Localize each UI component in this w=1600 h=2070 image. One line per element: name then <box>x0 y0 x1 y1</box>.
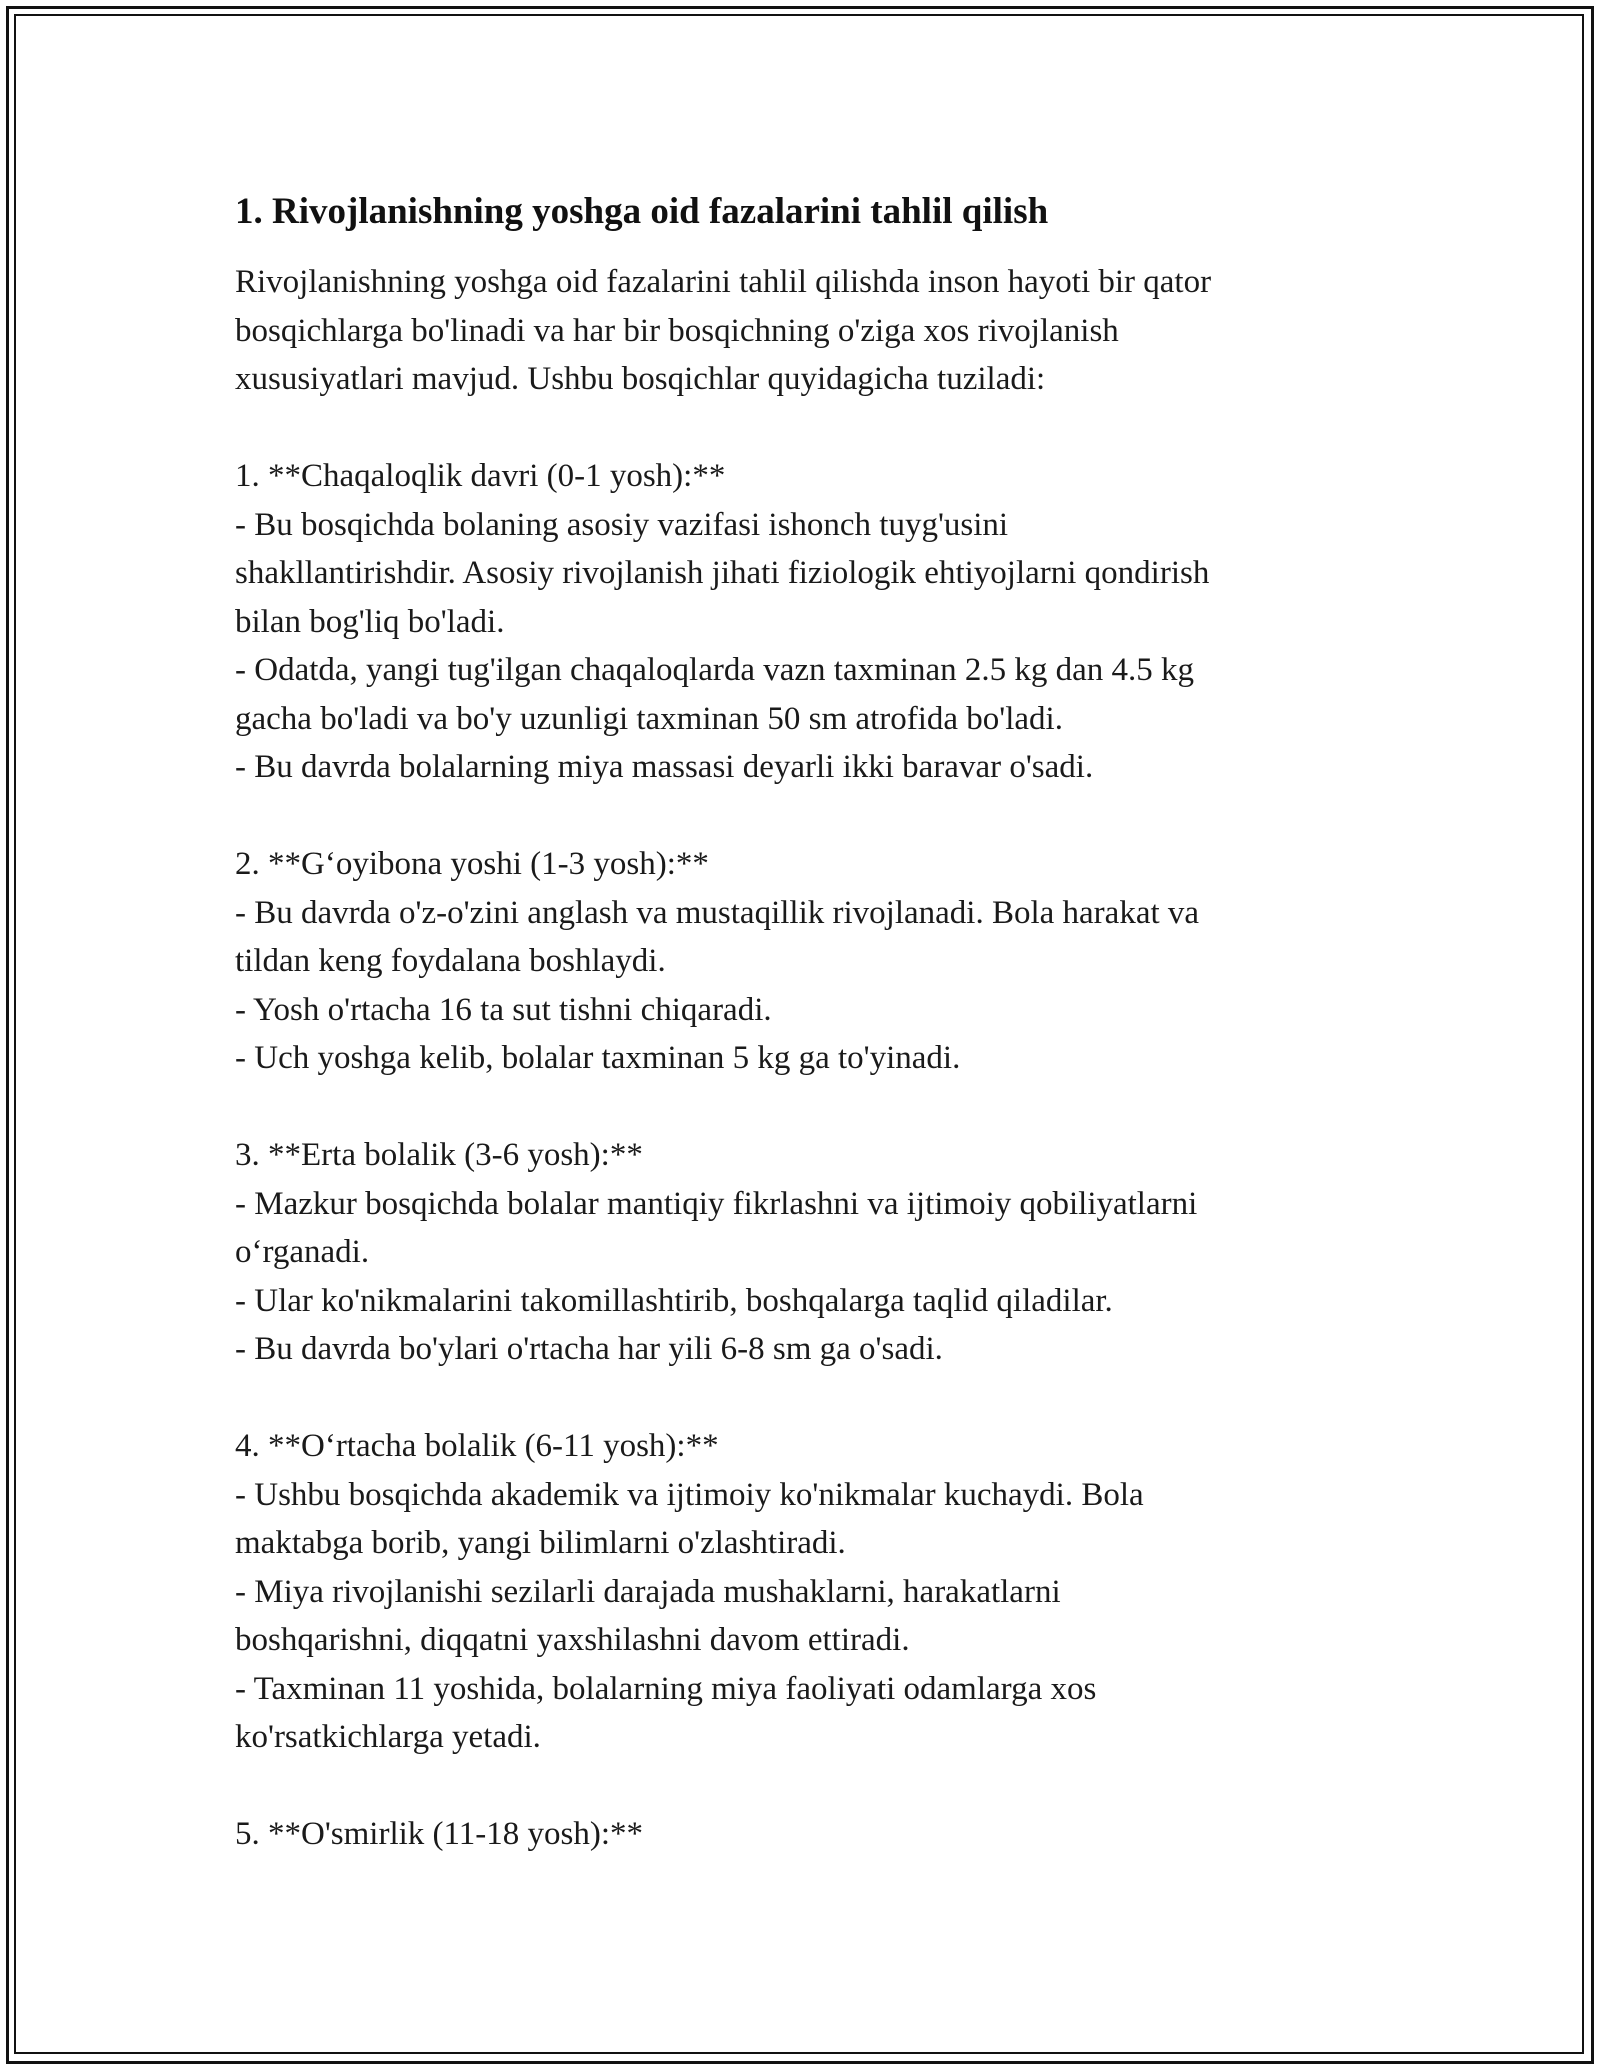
spacer <box>235 1374 1365 1423</box>
section-toddler <box>235 840 1365 1083</box>
document-title: 1. Rivojlanishning yoshga oid fazalarini tahlil qilish <box>235 191 1049 232</box>
section-early-childhood <box>235 1131 1365 1374</box>
section-heading: 2. **G‘oyibona yoshi (1-3 yosh):** <box>235 846 709 882</box>
intro-paragraph: Rivojlanishning yoshga oid fazalarini tahlil qilishda inson hayoti bir qator bosqichlarga bo'linadi va har bir bosqichning o'ziga xos rivojlanish xususiyatlari mavjud. Ushbu bosqichlar quyidagicha tuziladi: <box>235 264 1212 397</box>
bullet-item: - Miya rivojlanishi sezilarli darajada mushaklarni, harakatlarni boshqarishni, diqqatni yaxshilashni davom ettiradi. <box>235 1573 1061 1658</box>
section-heading: 1. **Chaqaloqlik davri (0-1 yosh):** <box>235 458 726 494</box>
spacer <box>235 792 1365 841</box>
spacer <box>235 1083 1365 1132</box>
bullet-item: - Yosh o'rtacha 16 ta sut tishni chiqaradi. <box>235 991 772 1028</box>
bullet-item: - Mazkur bosqichda bolalar mantiqiy fikrlashni va ijtimoiy qobiliyatlarni o‘rganadi. <box>235 1185 1198 1270</box>
bullet-item: - Taxminan 11 yoshida, bolalarning miya faoliyati odamlarga xos ko'rsatkichlarga yetadi. <box>235 1670 1097 1755</box>
section-heading: 4. **O‘rtacha bolalik (6-11 yosh):** <box>235 1428 719 1464</box>
section-heading: 5. **O'smirlik (11-18 yosh):** <box>235 1816 644 1852</box>
section-adolescence <box>235 1810 1365 1859</box>
bullet-item: - Bu davrda o'z-o'zini anglash va mustaqillik rivojlanadi. Bola harakat va tildan keng foydalana boshlaydi. <box>235 894 1200 979</box>
bullet-item: - Ushbu bosqichda akademik va ijtimoiy ko'nikmalar kuchaydi. Bola maktabga borib, yangi bilimlarni o'zlashtiradi. <box>235 1476 1144 1561</box>
bullet-item: - Ular ko'nikmalarini takomillashtirib, boshqalarga taqlid qiladilar. <box>235 1282 1113 1319</box>
bullet-item: - Bu bosqichda bolaning asosiy vazifasi ishonch tuyg'usini shakllantirishdir. Asosiy rivojlanish jihati fiziologik ehtiyojlarni qondirish bilan bog'liq bo'ladi. <box>235 506 1210 640</box>
spacer <box>235 1762 1365 1811</box>
bullet-item: - Bu davrda bo'ylari o'rtacha har yili 6-8 sm ga o'sadi. <box>235 1331 943 1367</box>
section-infancy <box>235 452 1365 792</box>
bullet-item: - Bu davrda bolalarning miya massasi deyarli ikki baravar o'sadi. <box>235 749 1094 785</box>
bullet-item: - Odatda, yangi tug'ilgan chaqaloqlarda vazn taxminan 2.5 kg dan 4.5 kg gacha bo'ladi va bo'y uzunligi taxminan 50 sm atrofida bo'ladi. <box>235 652 1194 737</box>
bullet-item: - Uch yoshga kelib, bolalar taxminan 5 kg ga to'yinadi. <box>235 1040 961 1076</box>
section-middle-childhood <box>235 1422 1365 1762</box>
spacer <box>235 404 1365 453</box>
section-heading: 3. **Erta bolalik (3-6 yosh):** <box>235 1137 643 1173</box>
document-body <box>235 186 1365 1859</box>
